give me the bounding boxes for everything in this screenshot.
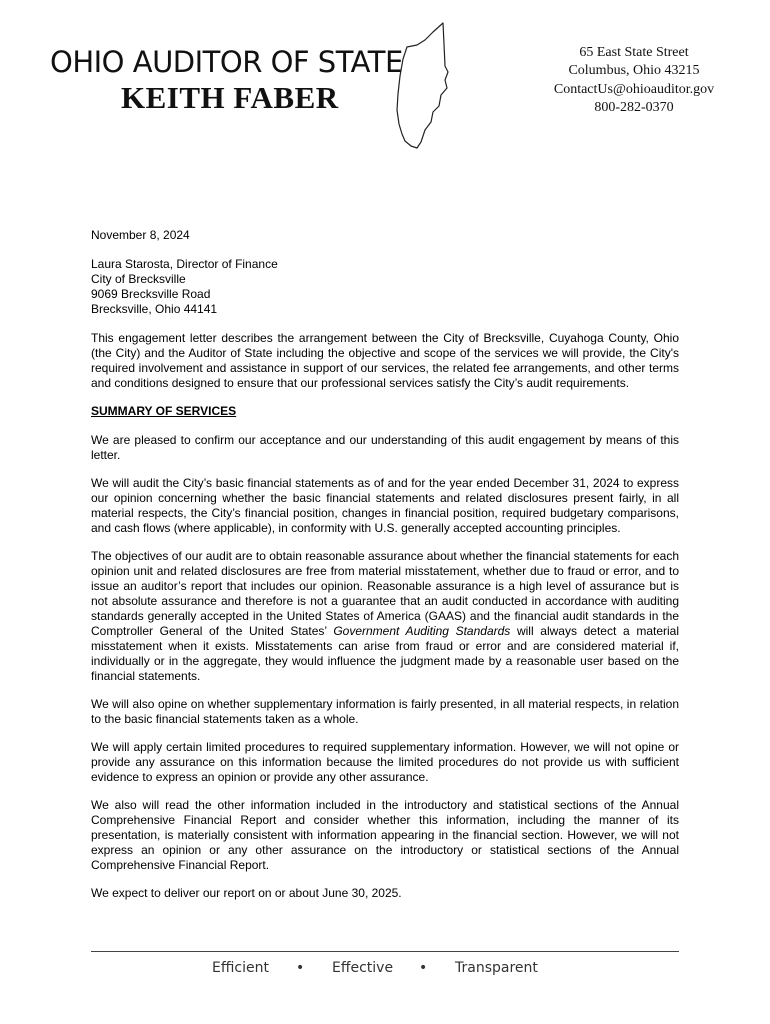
contact-email[interactable]: ContactUs@ohioauditor.gov bbox=[553, 81, 715, 97]
address-street: 65 East State Street bbox=[579, 45, 689, 60]
addressee-line: Brecksville, Ohio 44141 bbox=[91, 302, 218, 316]
standards-title: Government Auditing Standards bbox=[333, 624, 511, 638]
address-city: Columbus, Ohio 43215 bbox=[568, 63, 700, 79]
paragraph: We will audit the City’s basic financial statements as of and for the year ended December 31, 2024 to express our opinion concerning whether the basic financial statements and related disclosures present fairly, in all material respects, the City’s financial position, changes in financial position, required budgetary comparisons, and cash flows (where applicable), in conformity with U.S. generally accepted accounting principles. bbox=[91, 476, 679, 535]
addressee-line: Laura Starosta, Director of Finance bbox=[91, 257, 278, 271]
addressee-line: 9069 Brecksville Road bbox=[91, 287, 211, 301]
letter-date: November 8, 2024 bbox=[91, 228, 190, 242]
office-name: OHIO AUDITOR OF STATE bbox=[50, 45, 403, 79]
letter-body bbox=[91, 228, 679, 914]
intro-paragraph: This engagement letter describes the arrangement between the City of Brecksville, Cuyahoga County, Ohio (the City) and the Auditor of State including the objective and scope of the services we will provide, the City's required involvement and assistance in support of our services, the related fee arrangements, and other terms and conditions designed to ensure that our professional services satisfy the City’s audit requirements. bbox=[91, 331, 679, 390]
tagline-effective: Effective bbox=[332, 960, 394, 976]
letterhead bbox=[0, 0, 770, 170]
paragraph: We are pleased to confirm our acceptance and our understanding of this audit engagement by means of this letter. bbox=[91, 433, 679, 462]
addressee-line: City of Brecksville bbox=[91, 272, 186, 286]
ohio-map-outline-icon bbox=[395, 14, 455, 154]
paragraph-text: The objectives of our audit are to obtain reasonable assurance about whether the financial statements for each opinion unit and related disclosures are free from material misstatement, whether due to fraud or error, and to issue an auditor’s report that includes our opinion. Reasonable assurance is a high level of assurance but is not absolute assurance and therefore is not a guarantee that an audit conducted in accordance with auditing standards generally accepted in the United States of America (GAAS) and the financial audit standards in the Comptroller General of the United States’ bbox=[91, 549, 679, 638]
footer-tagline bbox=[91, 960, 679, 982]
objectives-paragraph bbox=[91, 549, 679, 684]
section-heading: SUMMARY OF SERVICES bbox=[91, 404, 237, 418]
paragraph: We will also opine on whether supplementary information is fairly presented, in all material respects, in relation to the basic financial statements taken as a whole. bbox=[91, 697, 679, 726]
bullet-separator: • bbox=[296, 960, 305, 976]
footer-divider bbox=[91, 951, 679, 952]
paragraph: We expect to deliver our report on or about June 30, 2025. bbox=[91, 886, 402, 900]
paragraph-text: will always detect a material misstatement when it exists. Misstatements can arise from fraud or error and are considered material if, individually or in the aggregate, they would influence the judgment made by a reasonable user based on the financial statements. bbox=[91, 624, 680, 683]
bullet-separator: • bbox=[419, 960, 428, 976]
auditor-name: KEITH FABER bbox=[121, 80, 339, 115]
paragraph: We also will read the other information included in the introductory and statistical sections of the Annual Comprehensive Financial Report and consider whether this information, including the manner of its presentation, is materially consistent with information appearing in the financial section. However, we will not express an opinion or any other assurance on the introductory or statistical sections of the Annual Comprehensive Financial Report. bbox=[91, 798, 679, 872]
tagline-efficient: Efficient bbox=[212, 960, 269, 976]
contact-phone: 800-282-0370 bbox=[594, 99, 674, 115]
paragraph: We will apply certain limited procedures to required supplementary information. However, we will not opine or provide any assurance on this information because the limited procedures do not provide us with sufficient evidence to express an opinion or provide any other assurance. bbox=[91, 740, 679, 784]
contact-block bbox=[548, 44, 720, 117]
tagline-transparent: Transparent bbox=[455, 960, 538, 976]
addressee-block bbox=[91, 257, 679, 317]
